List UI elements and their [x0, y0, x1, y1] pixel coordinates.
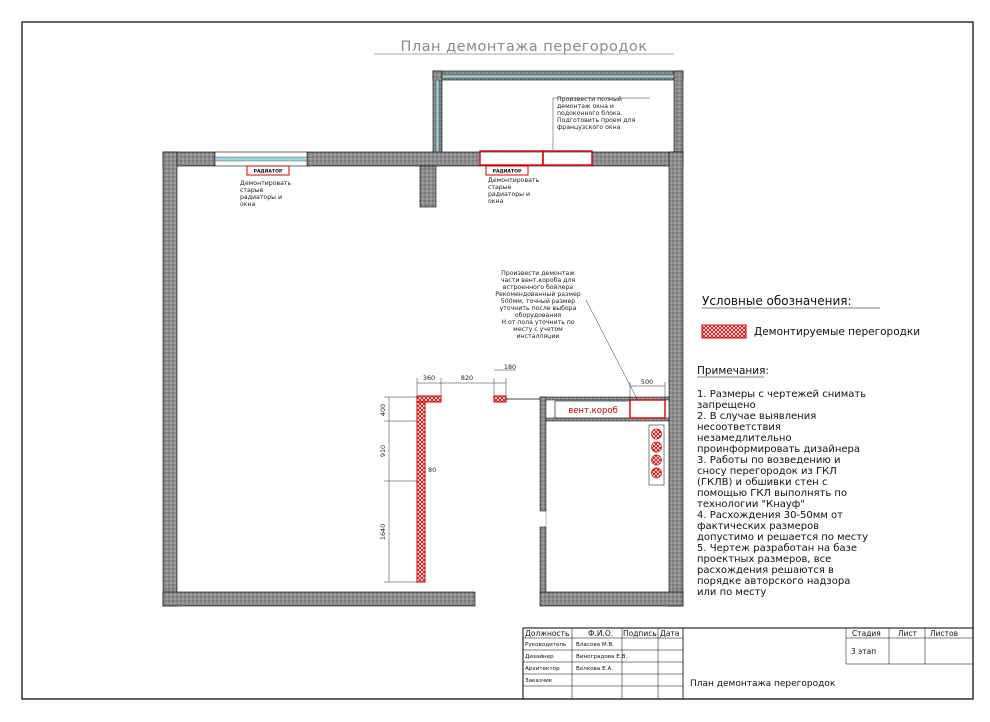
dim-500: 500 — [640, 378, 654, 386]
annotation-radiator-right-line: Демонтировать — [488, 177, 540, 184]
demolish-partition-top — [417, 396, 441, 402]
radiator-left-tag: РАДИАТОР — [253, 169, 283, 175]
tb-person: Власова М.В. — [576, 642, 615, 648]
wall-top-mid — [307, 152, 480, 166]
annotation-radiator-left-line: старые — [240, 187, 264, 194]
riser-circle-1 — [652, 429, 662, 439]
notes-line: незамедлительно — [697, 433, 792, 444]
svg-text:Произвести демонтажчасти вент. — [495, 270, 581, 340]
tb-person: Виноградова Е.В. — [576, 654, 628, 660]
riser-circle-4 — [652, 468, 662, 478]
legend-item-label: Демонтируемые перегородки — [754, 326, 921, 338]
annotation-radiator-right-line: старые — [488, 184, 512, 191]
notes-heading: Примечания: — [697, 365, 769, 377]
tb-role: Заказчик — [525, 678, 553, 684]
annotation-vent-line: Н от пола уточнить по — [501, 319, 575, 326]
annotation-window-line: Подготовить проем для — [557, 117, 636, 124]
tb-role: Архитектор — [525, 666, 560, 672]
tb-head-sign: Подпись — [623, 629, 657, 638]
tb-head-position: Должность — [525, 629, 570, 638]
wall-bottom-left — [163, 592, 475, 606]
annotation-radiator-right — [488, 177, 540, 205]
tb-role: Дизайнер — [525, 654, 554, 660]
partition-bath-left-lower — [540, 527, 546, 592]
balcony-window-left — [436, 80, 439, 153]
annotation-radiator-left-line: Демонтировать — [240, 180, 292, 187]
annotation-window — [553, 95, 650, 150]
annotation-vent-line: Рекомендованный размер — [495, 291, 581, 298]
legend-swatch-demolish — [702, 325, 746, 338]
tb-sheets-head: Листов — [930, 629, 959, 638]
svg-text:Произвести полныйдемонтаж окна — [557, 95, 635, 131]
leader-vent — [586, 300, 637, 399]
annotation-radiator-left — [240, 180, 292, 208]
annotation-radiator-right-line: радиаторы и — [488, 191, 531, 198]
notes-line: несоответствия — [697, 422, 781, 433]
dim-820: 820 — [460, 374, 474, 382]
legend-title: Условные обозначения: — [702, 294, 852, 308]
notes-line: 1. Размеры с чертежей снимать — [697, 389, 867, 400]
riser-circle-3 — [652, 455, 662, 465]
annotation-vent-line: уточнить после выбора — [499, 305, 577, 312]
notes-line: 2. В случае выявления — [697, 411, 817, 422]
partition-bath-left — [540, 397, 546, 511]
annotation-vent-line: Произвести демонтаж — [501, 270, 575, 277]
dim-360: 360 — [422, 374, 436, 382]
balcony-window-top — [442, 75, 674, 78]
annotation-vent-line: месту с учетом — [513, 326, 563, 333]
annotation-vent — [495, 270, 637, 399]
notes-line: 5. Чертеж разработан на базе — [697, 543, 858, 554]
wall-left — [163, 152, 177, 606]
notes-line: 4. Расхождения 30-50мм от — [697, 510, 843, 521]
floor-plan — [163, 71, 683, 606]
wall-pier — [420, 166, 436, 207]
notes-line: проинформировать дизайнера — [697, 444, 861, 455]
annotation-window-line: французского окна — [557, 124, 621, 131]
vent-box-label: вент.короб — [568, 406, 618, 416]
notes-line: расхождения решаются в — [697, 565, 834, 576]
tb-stage-head: Стадия — [852, 629, 881, 638]
balcony-wall-right — [674, 71, 683, 153]
tb-head-name: Ф.И.О. — [588, 629, 614, 638]
notes-line: помощью ГКЛ выполнять по — [697, 488, 848, 499]
annotation-vent-line: 500мм, точный размер — [500, 298, 576, 305]
annotation-vent-line: встроенного бойлера — [502, 284, 574, 291]
notes-line: порядке авторского надзора — [697, 576, 851, 587]
annotation-vent-line: инсталляции — [516, 333, 560, 340]
svg-text:1. Размеры с чертежей снимать — [697, 389, 871, 598]
annotation-window-line: Произвести полный — [557, 96, 622, 103]
tb-head-date: Дата — [660, 629, 680, 638]
notes-line: 3. Работы по возведению и — [697, 455, 841, 466]
radiator-right-tag: РАДИАТОР — [492, 169, 522, 175]
tb-sheet-head: Лист — [898, 629, 918, 638]
dim-910: 910 — [379, 444, 387, 458]
dim-400: 400 — [379, 403, 387, 417]
notes-line: или по месту — [697, 587, 767, 598]
annotation-window-line: демонтаж окна и — [557, 103, 614, 110]
tb-stage-value: 3 этап — [851, 647, 877, 656]
svg-text:Демонтироватьстарыерадиаторы и — [240, 180, 292, 208]
notes-line: проектных размеров, все — [697, 554, 832, 565]
riser-circle-2 — [652, 442, 662, 452]
notes-line: технологии "Кнауф" — [697, 499, 805, 510]
notes-line: (ГКЛВ) и обшивки стен с — [697, 477, 828, 488]
wall-right — [669, 152, 683, 606]
annotation-vent-line: оборудования — [514, 312, 562, 319]
tb-role: Руководитель — [525, 642, 567, 648]
notes-line: фактических размеров — [697, 521, 820, 532]
demolish-partition-stub — [494, 396, 506, 402]
dim-180: 180 — [503, 363, 517, 371]
annotation-vent-line: части вент.короба для — [500, 277, 576, 284]
demolish-partition-vertical — [417, 397, 425, 582]
dim-80: 80 — [428, 466, 437, 474]
annotation-window-line: подоконного блока. — [557, 110, 623, 117]
tb-drawing-name: План демонтажа перегородок — [690, 679, 836, 689]
vent-box-demolish — [630, 400, 665, 418]
notes — [697, 365, 871, 598]
window-top-left-glass — [215, 157, 307, 161]
window-top-right — [480, 152, 592, 166]
legend — [702, 294, 920, 338]
notes-line: допустимо и решается по месту — [697, 532, 869, 543]
dim-1640: 1640 — [379, 523, 387, 541]
wall-bottom-right — [540, 592, 683, 606]
annotation-radiator-right-line: окна — [488, 198, 504, 205]
annotation-radiator-left-line: окна — [240, 201, 256, 208]
notes-line: запрещено — [697, 400, 756, 411]
notes-line: сносу перегородок из ГКЛ — [697, 466, 837, 477]
tb-person: Волкова Е.А. — [576, 666, 614, 672]
drawing-title: План демонтажа перегородок — [400, 39, 648, 55]
svg-text:Демонтироватьстарыерадиаторы и — [488, 177, 540, 205]
annotation-radiator-left-line: радиаторы и — [240, 194, 283, 201]
